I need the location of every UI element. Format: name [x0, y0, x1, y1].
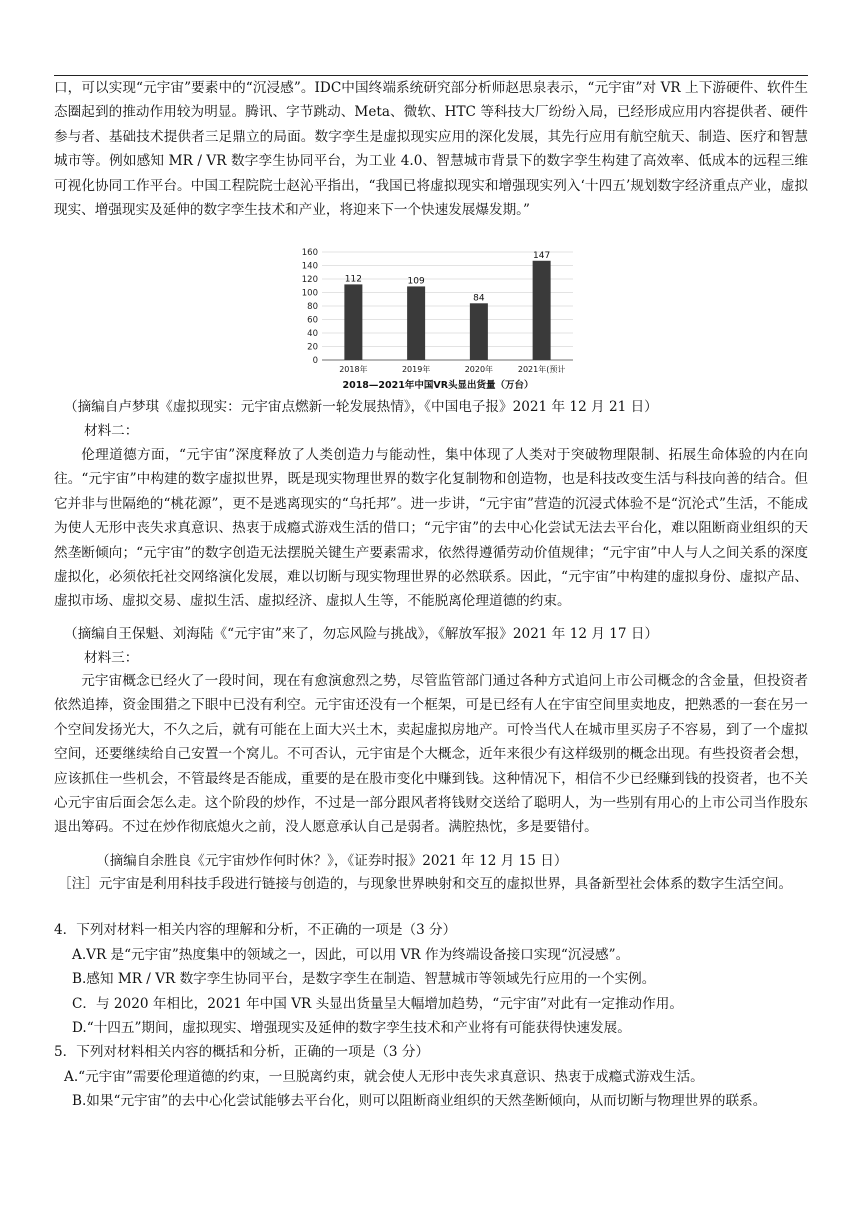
y-tick-label: 40 — [307, 329, 318, 339]
bar-data-label: 147 — [533, 250, 551, 261]
note-text: ［注］元宇宙是利用科技手段进行链接与创造的，与现象世界映射和交互的虚拟世界，具备新型社会体系的数字生活空间。 — [58, 876, 793, 892]
q5-stem: 5．下列对材料相关内容的概括和分析，正确的一项是（3 分） — [54, 1044, 430, 1060]
chart-svg — [288, 242, 578, 395]
question-5 — [54, 1040, 808, 1114]
note — [58, 872, 808, 896]
x-tick-label: 2019年 — [401, 365, 431, 374]
y-tick-label: 80 — [307, 302, 318, 312]
q4-option-d: D.“十四五”期间，虚拟现实、增强现实及延伸的数字孪生技术和产业将有可能获得快速发展。 — [72, 1020, 631, 1036]
y-tick-label: 100 — [301, 288, 318, 299]
q4-stem: 4．下列对材料一相关内容的理解和分析，不正确的一项是（3 分） — [54, 922, 457, 938]
material2-label: 材料二： — [84, 423, 139, 439]
material1-source: （摘编自卢梦琪《虚拟现实：元宇宙点燃新一轮发展热情》，《中国电子报》2021 年 12 月 21 日） — [64, 399, 658, 415]
y-tick-label: 120 — [301, 275, 318, 285]
material1-paragraph: 口，可以实现“元宇宙”要素中的“沉浸感”。IDC中国终端系统研究部分析师赵思泉表示，“元宇宙”对 VR 上下游硬件、软件生态圈起到的推动作用较为明显。腾讯、字节跳动、Meta、微软、HTC 等科技大厂纷纷入局，已经形成应用内容提供者、硬件参与者、基础技术提供者三足鼎立的局面。数字孪生是虚拟现实应用的深化发展，其先行应用有航空航天、制造、医疗和智慧城市等。例如感知 MR / VR 数字孪生协同平台，为工业 4.0、智慧城市背景下的数字孪生构建了高效率、低成本的远程三维可视化协同工作平台。中国工程院院士赵沁平指出，“我国已将虚拟现实和增强现实列入‘十四五’规划数字经济重点产业，虚拟现实、增强现实及延伸的数字孪生技术和产业，将迎来下一个快速发展爆发期。” — [54, 80, 808, 219]
y-tick-label: 160 — [301, 248, 318, 258]
material3-paragraph: 元宇宙概念已经火了一段时间，现在有愈演愈烈之势，尽管监管部门通过各种方式追问上市公司概念的含金量，但投资者依然追捧，资金围猎之下眼中已没有利空。元宇宙还没有一个框架，可是已经有人在宇宙空间里卖地皮，把熟悉的一套在另一个空间发扬光大，不久之后，就有可能在上面大兴土木，卖起虚拟房地产。可怜当代人在城市里买房子不容易，到了一个虚拟空间，还要继续给自己安置一个窝儿。不可否认，元宇宙是个大概念，近年来很少有这样级别的概念出现。有些投资者会想，应该抓住一些机会，不管最终是否能成，重要的是在股市变化中赚到钱。这种情况下，相信不少已经赚到钱的投资者，也不关心元宇宙后面会怎么走。这个阶段的炒作，不过是一部分跟风者将钱财交送给了聪明人，为一些别有用心的上市公司当作股东退出筹码。不过在炒作彻底熄火之前，没人愿意承认自己是弱者。满腔热忱，多是要错付。 — [54, 673, 808, 836]
bar — [533, 261, 551, 360]
y-tick-label: 20 — [307, 342, 318, 353]
bar — [470, 303, 488, 360]
q5-option-a: A.“元宇宙”需要伦理道德的约束，一旦脱离约束，就会使人无形中丧失求真意识、热衷于成瘾式游戏生活。 — [64, 1068, 704, 1085]
y-tick-label: 60 — [307, 315, 318, 326]
bar-data-label: 109 — [407, 276, 425, 287]
bar-data-label: 84 — [473, 293, 485, 304]
x-tick-label: 2018年 — [339, 365, 368, 374]
x-tick-label: 2021年(预计 — [517, 365, 566, 374]
q5-option-b: B.如果“元宇宙”的去中心化尝试能够去平台化，则可以阻断商业组织的天然垄断倾向，从而切断与物理世界的联系。 — [72, 1093, 767, 1109]
bar — [407, 286, 425, 360]
material3-label: 材料三： — [84, 650, 139, 666]
vr-shipment-chart — [288, 242, 578, 395]
material2-source: （摘编自王保魁、刘海陆《“元宇宙”来了，勿忘风险与挑战》，《解放军报》2021 年 12 月 17 日） — [64, 626, 659, 642]
material2-paragraph: 伦理道德方面，“元宇宙”深度释放了人类创造力与能动性，集中体现了人类对于突破物理限制、拓展生命体验的内在向往。“元宇宙”中构建的数字虚拟世界，既是现实物理世界的数字化复制物和创造物，也是科技改变生活与科技向善的结合。但它并非与世隔绝的“桃花源”，更不是逃离现实的“乌托邦”。进一步讲，“元宇宙”营造的沉浸式体验不是“沉沦式”生活，不能成为使人无形中丧失求真意识、热衷于成瘾式游戏生活的借口；“元宇宙”的去中心化尝试无法去平台化，难以阻断商业组织的天然垄断倾向；“元宇宙”的数字创造无法摆脱关键生产要素需求，依然得遵循劳动价值规律；“元宇宙”中人与人之间关系的深度虚拟化，必须依托社交网络演化发展，难以切断与现实物理世界的必然联系。因此，“元宇宙”中构建的虚拟身份、虚拟产品、虚拟市场、虚拟交易、虚拟生活、虚拟经济、虚拟人生等，不能脱离伦理道德的约束。 — [54, 447, 808, 610]
question-4 — [54, 918, 808, 1041]
material1-text — [54, 76, 808, 222]
bar — [344, 284, 362, 360]
y-tick-label: 0 — [312, 356, 318, 366]
chart-title: 2018—2021年中国VR头显出货量（万台） — [342, 380, 534, 391]
material3-text — [54, 669, 808, 840]
material2-text — [54, 443, 808, 614]
q4-option-c: C．与 2020 年相比，2021 年中国 VR 头显出货量呈大幅增加趋势，“元宇宙”对此有一定推动作用。 — [72, 995, 683, 1012]
bar-data-label: 112 — [344, 274, 362, 285]
material3-source: （摘编自余胜良《元宇宙炒作何时休？》，《证券时报》2021 年 12 月 15 日） — [96, 853, 568, 869]
x-tick-label: 2020年 — [464, 365, 494, 374]
y-tick-label: 140 — [301, 261, 318, 272]
q4-option-a: A.VR 是“元宇宙”热度集中的领域之一，因此，可以用 VR 作为终端设备接口实现“沉浸感”。 — [72, 946, 630, 963]
q4-option-b: B.感知 MR / VR 数字孪生协同平台，是数字孪生在制造、智慧城市等领域先行应用的一个实例。 — [72, 971, 656, 987]
